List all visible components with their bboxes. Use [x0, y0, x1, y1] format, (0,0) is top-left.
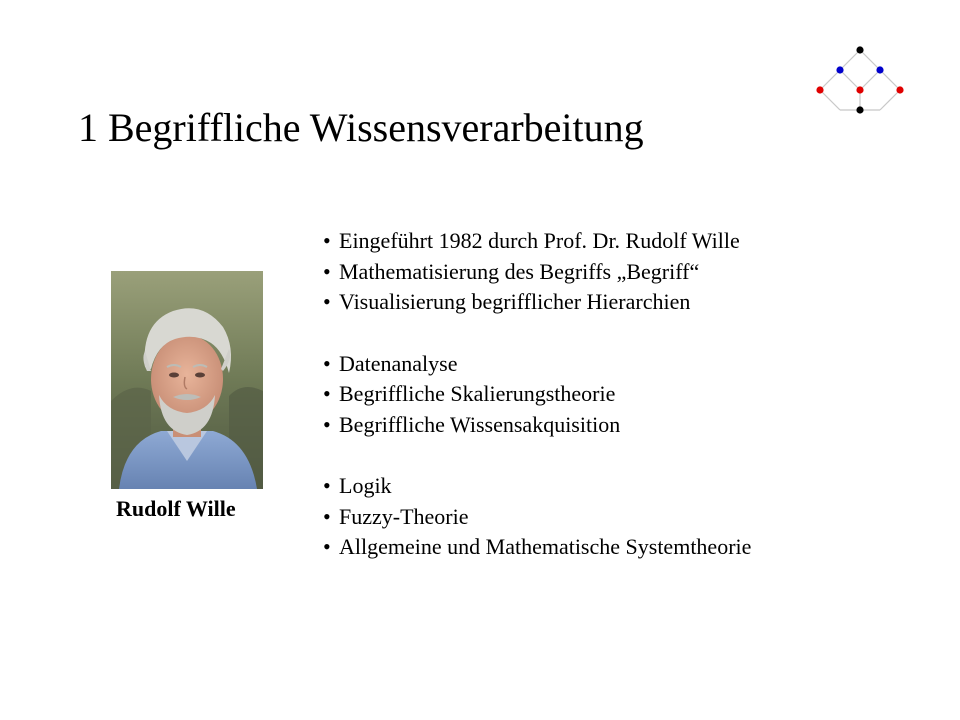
- portrait-illustration: [111, 271, 263, 489]
- bullet-item: [323, 471, 751, 502]
- bullet-item: [323, 532, 751, 563]
- bullet-item: [323, 379, 751, 410]
- bullet-dot: •: [323, 503, 331, 529]
- bullet-text: Fuzzy-Theorie: [339, 503, 469, 529]
- bullet-text: Begriffliche Skalierungstheorie: [339, 381, 616, 406]
- bullet-item: [323, 257, 751, 288]
- bullet-text: Datenanalyse: [339, 350, 458, 376]
- lattice-node-right-upper: [876, 66, 883, 73]
- bullet-dot: •: [323, 350, 331, 376]
- bullet-dot: •: [323, 258, 331, 284]
- bullet-item: [323, 226, 751, 257]
- bullet-text: Begriffliche Wissensakquisition: [339, 411, 621, 437]
- lattice-node-top: [856, 46, 863, 53]
- concept-lattice-icon: [812, 40, 908, 120]
- bullet-text: Visualisierung begrifflicher Hierarchien: [339, 289, 691, 314]
- bullet-dot: •: [323, 534, 331, 559]
- bullet-dot: •: [323, 289, 331, 314]
- bullet-dot: •: [323, 473, 331, 498]
- bullet-text: Allgemeine und Mathematische Systemtheorie: [339, 534, 752, 559]
- bullet-item: [323, 349, 751, 380]
- lattice-node-bottom: [856, 106, 863, 113]
- portrait-photo: [111, 271, 263, 489]
- bullet-dot: •: [323, 381, 331, 406]
- slide-title: 1 Begriffliche Wissensverarbeitung: [78, 105, 644, 150]
- bullet-text: Mathematisierung des Begriffs „Begriff“: [339, 258, 700, 284]
- lattice-node-right: [896, 86, 903, 93]
- lattice-node-center: [856, 86, 863, 93]
- bullet-item: [323, 410, 751, 441]
- lattice-edges: [820, 50, 900, 110]
- bullet-dot: •: [323, 411, 331, 437]
- bullet-list: [323, 226, 751, 563]
- bullet-item: [323, 287, 751, 318]
- bullet-text: Eingeführt 1982 durch Prof. Dr. Rudolf Wille: [339, 228, 740, 253]
- lattice-node-left-upper: [836, 66, 843, 73]
- bullet-text: Logik: [339, 473, 392, 498]
- portrait-caption: Rudolf Wille: [116, 496, 236, 521]
- bullet-dot: •: [323, 228, 331, 253]
- lattice-node-left: [816, 86, 823, 93]
- bullet-item: [323, 502, 751, 533]
